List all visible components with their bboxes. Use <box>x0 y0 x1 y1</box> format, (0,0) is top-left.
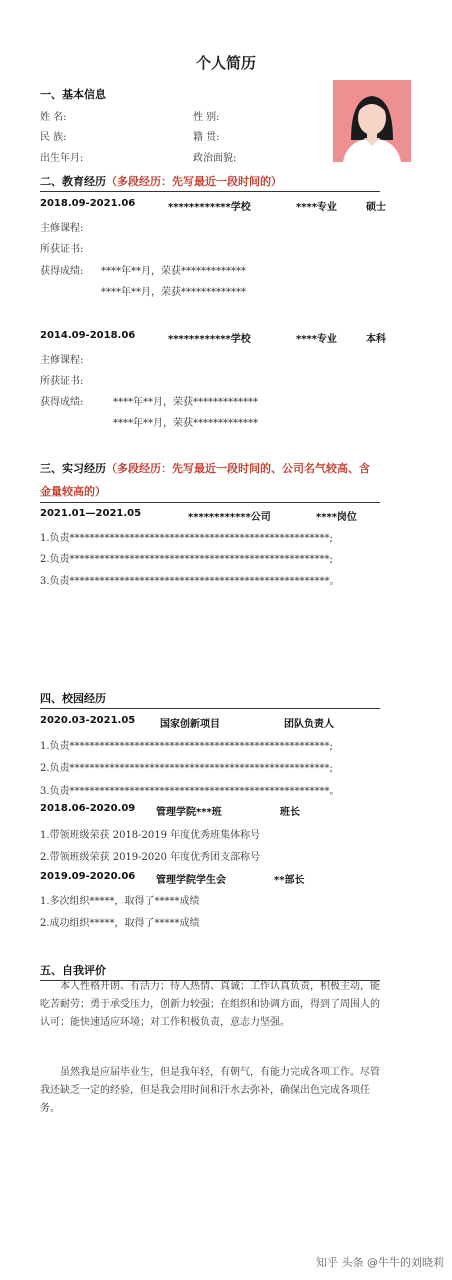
edu2-degree: 本科 <box>366 334 386 345</box>
internship-company: ************公司 <box>188 512 271 523</box>
section-education-heading <box>40 173 282 189</box>
edu1-major: ****专业 <box>296 202 337 213</box>
campus1-org: 国家创新项目 <box>160 719 220 730</box>
zhihu-logo-text: 知乎 <box>316 1256 338 1269</box>
campus1-item-3: 3.负责****************************************************。 <box>40 786 340 797</box>
section-campus-heading: 四、校园经历 <box>40 692 106 705</box>
internship-note-line2: 金量较高的） <box>40 485 106 498</box>
edu1-school: ************学校 <box>168 202 251 213</box>
campus1-period: 2020.03-2021.05 <box>40 715 136 726</box>
edu2-certs: 所获证书: <box>40 376 84 387</box>
internship-duty-3: 3.负责****************************************************。 <box>40 576 340 587</box>
campus2-item-2: 2.带领班级荣获 2019-2020 年度优秀团支部称号 <box>40 852 261 863</box>
edu1-award-2: ****年**月，荣获************* <box>101 287 246 298</box>
ethnicity-label: 民 族: <box>40 132 67 143</box>
campus1-role: 团队负责人 <box>284 719 334 730</box>
edu2-award-1: ****年**月，荣获************* <box>113 397 258 408</box>
section-basic-heading: 一、基本信息 <box>40 88 106 101</box>
campus2-period: 2018.06-2020.09 <box>40 803 136 814</box>
edu2-school: ************学校 <box>168 334 251 345</box>
self-paragraph-1: 本人性格开朗、有活力；待人热情、真诚；工作认真负责，积极主动，能吃苦耐劳；勇于承受压力，创新力较强；在组织和协调方面，得到了周围人的认可；能快速适应环境；对工作积极负责，意志力坚强。 <box>40 981 380 1028</box>
internship-duty-1: 1.负责****************************************************; <box>40 533 333 544</box>
internship-period: 2021.01—2021.05 <box>40 508 142 519</box>
self-paragraph-2: 虽然我是应届毕业生，但是我年轻，有朝气，有能力完成各项工作。尽管我还缺乏一定的经验，但是我会用时间和汗水去弥补，确保出色完成各项任务。 <box>40 1067 380 1114</box>
birth-label: 出生年月: <box>40 153 84 164</box>
divider <box>40 708 380 709</box>
gender-label: 性 别: <box>193 112 220 123</box>
campus3-item-1: 1.多次组织*****，取得了*****成绩 <box>40 896 200 907</box>
campus3-item-2: 2.成功组织*****，取得了*****成绩 <box>40 918 200 929</box>
section-internship-heading <box>40 460 370 476</box>
profile-photo <box>333 80 411 162</box>
internship-duty-2: 2.负责****************************************************; <box>40 554 333 565</box>
political-label: 政治面貌: <box>193 153 237 164</box>
edu2-major: ****专业 <box>296 334 337 345</box>
education-heading-text: 二、教育经历 <box>40 175 106 188</box>
campus3-org: 管理学院学生会 <box>156 875 226 886</box>
edu2-award-2: ****年**月，荣获************* <box>113 418 258 429</box>
divider <box>40 502 380 503</box>
avatar-illustration <box>333 80 411 162</box>
education-note: （多段经历：先写最近一段时间的） <box>106 175 282 188</box>
name-label: 姓 名: <box>40 112 67 123</box>
edu2-courses: 主修课程: <box>40 355 84 366</box>
edu2-awards-label: 获得成绩: <box>40 397 84 408</box>
native-place-label: 籍 贯: <box>193 132 220 143</box>
edu1-certs: 所获证书: <box>40 244 84 255</box>
edu1-award-1: ****年**月，荣获************* <box>101 266 246 277</box>
watermark-text: 头条 @牛牛的刘晓莉 <box>341 1256 444 1269</box>
campus2-role: 班长 <box>280 807 300 818</box>
edu1-courses: 主修课程: <box>40 223 84 234</box>
campus1-item-1: 1.负责****************************************************; <box>40 741 333 752</box>
campus2-org: 管理学院***班 <box>156 807 222 818</box>
page-title: 个人简历 <box>195 54 256 72</box>
section-self-heading: 五、自我评价 <box>40 964 106 977</box>
internship-position: ****岗位 <box>316 512 357 523</box>
edu2-period: 2014.09-2018.06 <box>40 330 136 341</box>
internship-heading-text: 三、实习经历 <box>40 462 106 475</box>
campus1-item-2: 2.负责****************************************************; <box>40 763 333 774</box>
internship-note-line1: （多段经历：先写最近一段时间的、公司名气较高、含 <box>106 462 370 475</box>
campus2-item-1: 1.带领班级荣获 2018-2019 年度优秀班集体称号 <box>40 830 261 841</box>
campus3-role: **部长 <box>274 875 305 886</box>
edu1-degree: 硕士 <box>366 202 386 213</box>
edu1-period: 2018.09-2021.06 <box>40 198 136 209</box>
watermark <box>316 1254 444 1270</box>
edu1-awards-label: 获得成绩: <box>40 266 84 277</box>
divider <box>40 191 380 192</box>
campus3-period: 2019.09-2020.06 <box>40 871 136 882</box>
